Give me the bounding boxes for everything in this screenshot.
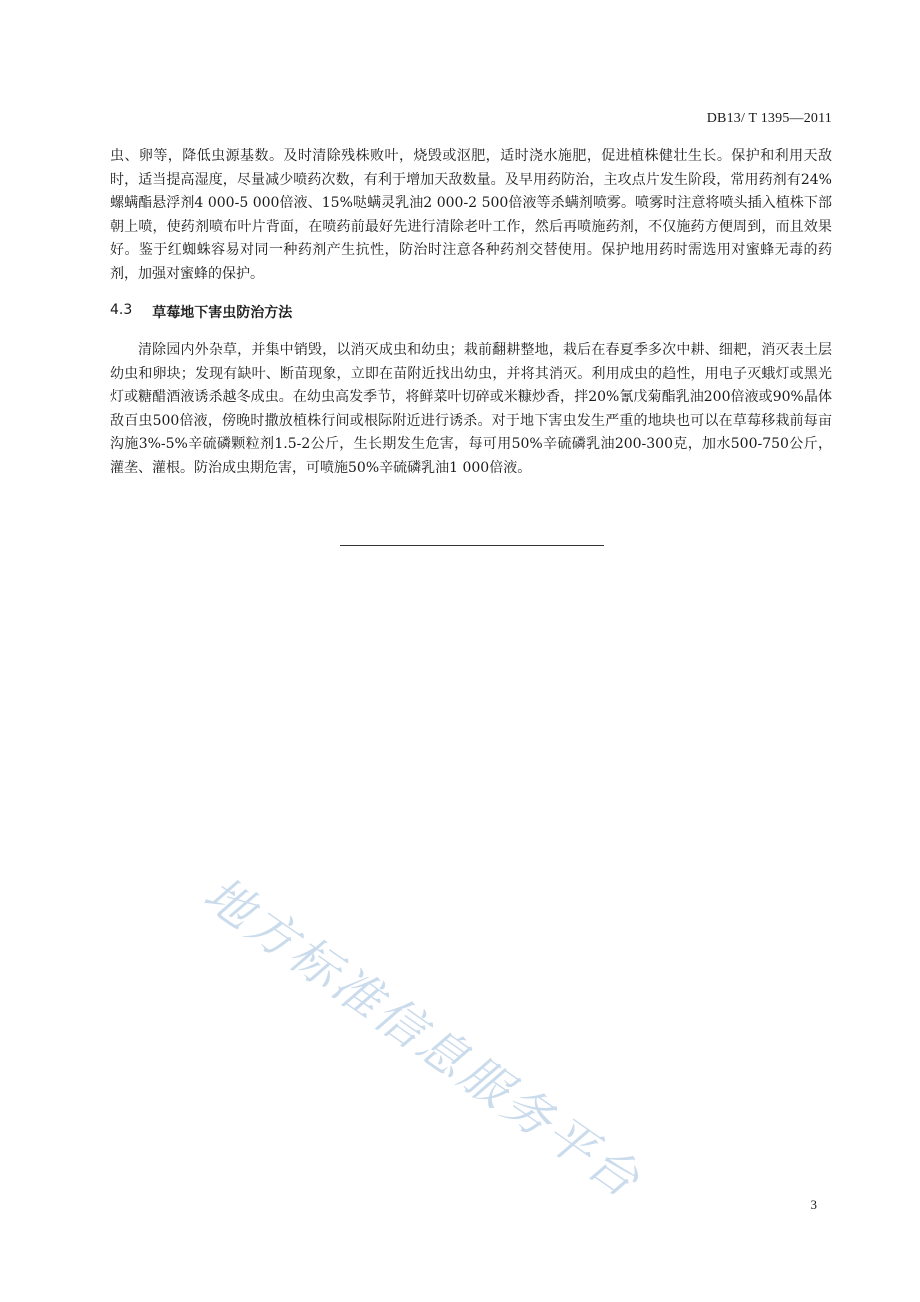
- watermark: 地方标准信息服务平台: [193, 866, 652, 1211]
- section-heading: [110, 302, 292, 322]
- body-paragraph-underground-pest-control: 清除园内外杂草，并集中销毁，以消灭成虫和幼虫；栽前翻耕整地，栽后在春夏季多次中耕、细耙，消灭表土层幼虫和卵块；发现有缺叶、断苗现象，立即在苗附近找出幼虫，并将其消灭。利用成虫的趋性，用电子灭蛾灯或黑光灯或糖醋酒液诱杀越冬成虫。在幼虫高发季节，将鲜菜叶切碎或米糠炒香，拌20%氰戊菊酯乳油200倍液或90%晶体敌百虫500倍液，傍晚时撒放植株行间或根际附近进行诱杀。对于地下害虫发生严重的地块也可以在草莓移栽前每亩沟施3%-5%辛硫磷颗粒剂1.5-2公斤，生长期发生危害，每可用50%辛硫磷乳油200-300克，加水500-750公斤，灌垄、灌根。防治成虫期危害，可喷施50%辛硫磷乳油1 000倍液。: [110, 342, 832, 476]
- standard-code: DB13/ T 1395—2011: [706, 111, 832, 126]
- end-divider-line: [340, 545, 604, 546]
- section-title: 草莓地下害虫防治方法: [152, 305, 293, 321]
- body-paragraph-pest-mite-control: 虫、卵等，降低虫源基数。及时清除残株败叶，烧毁或沤肥，适时浇水施肥，促进植株健壮生长。保护和利用天敌时，适当提高湿度，尽量减少喷药次数，有利于增加天敌数量。及早用药防治，主攻点片发生阶段，常用药剂有24%螺螨酯悬浮剂4 000-5 000倍液、15%哒螨灵乳油2 000-2 500倍液等杀螨剂喷雾。喷雾时注意将喷头插入植株下部朝上喷，使药剂喷布叶片背面，在喷药前最好先进行清除老叶工作，然后再喷施药剂，不仅施药方便周到，而且效果好。鉴于红蜘蛛容易对同一种药剂产生抗性，防治时注意各种药剂交替使用。保护地用药时需选用对蜜蜂无毒的药剂，加强对蜜蜂的保护。: [110, 148, 832, 282]
- page-number: 3: [810, 1197, 817, 1212]
- section-number: 4.3: [110, 302, 133, 318]
